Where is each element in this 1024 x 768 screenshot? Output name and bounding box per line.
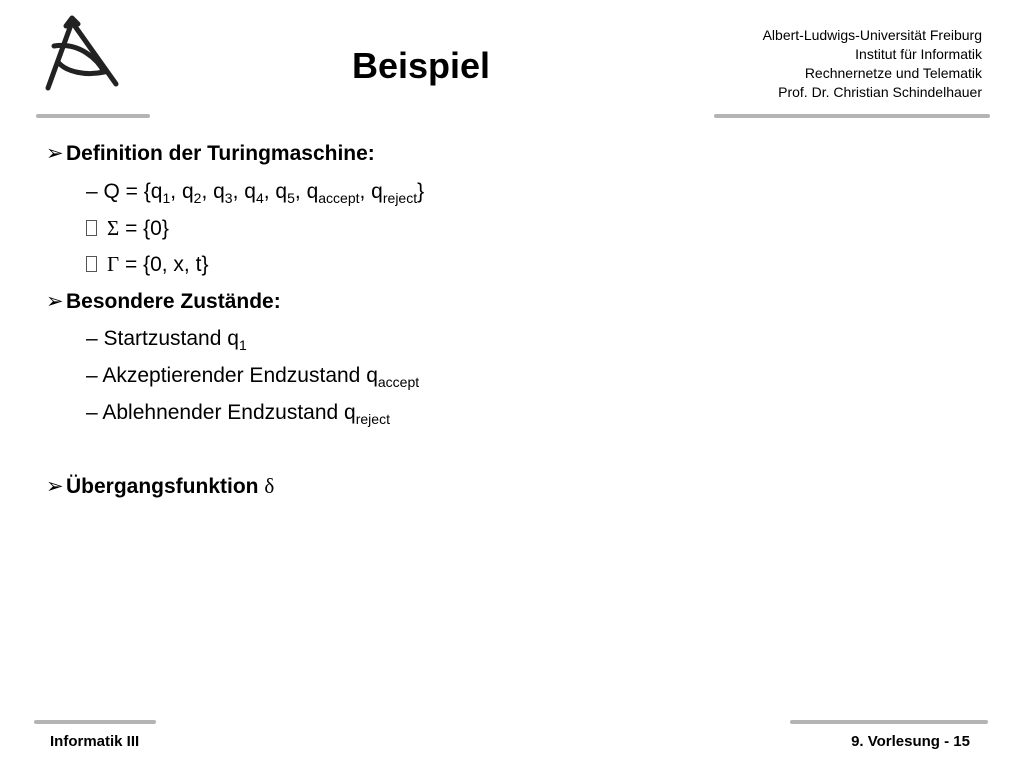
item-text: – Ablehnender Endzustand q: [86, 401, 356, 424]
states-set-line: [46, 178, 424, 206]
q-sub: reject: [382, 190, 418, 206]
bullet-label: Besondere Zustände:: [66, 290, 281, 313]
item-sub: accept: [377, 374, 420, 390]
institution-block: [763, 26, 982, 102]
q-sub: 4: [255, 190, 264, 206]
arrow-bullet-icon: ➢: [46, 475, 64, 498]
bullet-special-states: [46, 288, 281, 316]
item-text: – Akzeptierender Endzustand q: [86, 364, 378, 387]
q-prefix: – Q = {q: [86, 180, 163, 203]
q-sep: , q: [201, 180, 225, 203]
q-sub: 1: [162, 190, 171, 206]
arrow-bullet-icon: ➢: [46, 142, 64, 165]
q-sep: , q: [263, 180, 288, 203]
bullet-definition: [46, 140, 375, 168]
university-logo-icon: [36, 14, 122, 94]
q-sep: , q: [232, 180, 256, 203]
bullet-label: Übergangsfunktion: [66, 475, 265, 498]
bullet-label: Definition der Turingmaschine:: [66, 142, 375, 165]
missing-glyph-box-icon: [86, 220, 97, 236]
q-sub: 5: [287, 190, 295, 206]
delta-symbol: δ: [264, 474, 275, 498]
start-state-line: [46, 325, 247, 353]
footer-page-number: 9. Vorlesung - 15: [851, 733, 970, 750]
institution-line: Rechnernetze und Telematik: [804, 65, 982, 81]
header-rule-right: [714, 114, 990, 118]
q-sep: , q: [359, 180, 383, 203]
q-sub: 3: [224, 190, 233, 206]
page-title: Beispiel: [352, 45, 491, 86]
item-sub: reject: [355, 411, 390, 427]
q-sep: , q: [170, 180, 194, 203]
header-rule-left: [36, 114, 150, 118]
gamma-line: [46, 250, 208, 279]
footer-course: Informatik III: [50, 733, 140, 750]
q-sub: 2: [193, 190, 202, 206]
gamma-definition: = {0, x, t}: [119, 253, 209, 276]
accept-state-line: [46, 362, 419, 390]
footer-rule-left: [34, 720, 156, 724]
gamma-symbol: Γ: [107, 252, 120, 276]
q-close: }: [417, 180, 425, 203]
bullet-transition-function: [46, 472, 274, 501]
sigma-definition: = {0}: [119, 217, 169, 240]
sigma-line: [46, 214, 169, 243]
q-sep: , q: [294, 180, 319, 203]
institution-line: Prof. Dr. Christian Schindelhauer: [778, 84, 982, 100]
footer-rule-right: [790, 720, 988, 724]
missing-glyph-box-icon: [86, 256, 97, 272]
q-sub: accept: [318, 190, 360, 206]
institution-line: Institut für Informatik: [855, 46, 982, 62]
sigma-symbol: Σ: [107, 216, 120, 240]
arrow-bullet-icon: ➢: [46, 290, 64, 313]
reject-state-line: [46, 399, 390, 427]
institution-line: Albert-Ludwigs-Universität Freiburg: [762, 27, 982, 43]
item-text: – Startzustand q: [86, 327, 239, 350]
item-sub: 1: [238, 337, 247, 353]
